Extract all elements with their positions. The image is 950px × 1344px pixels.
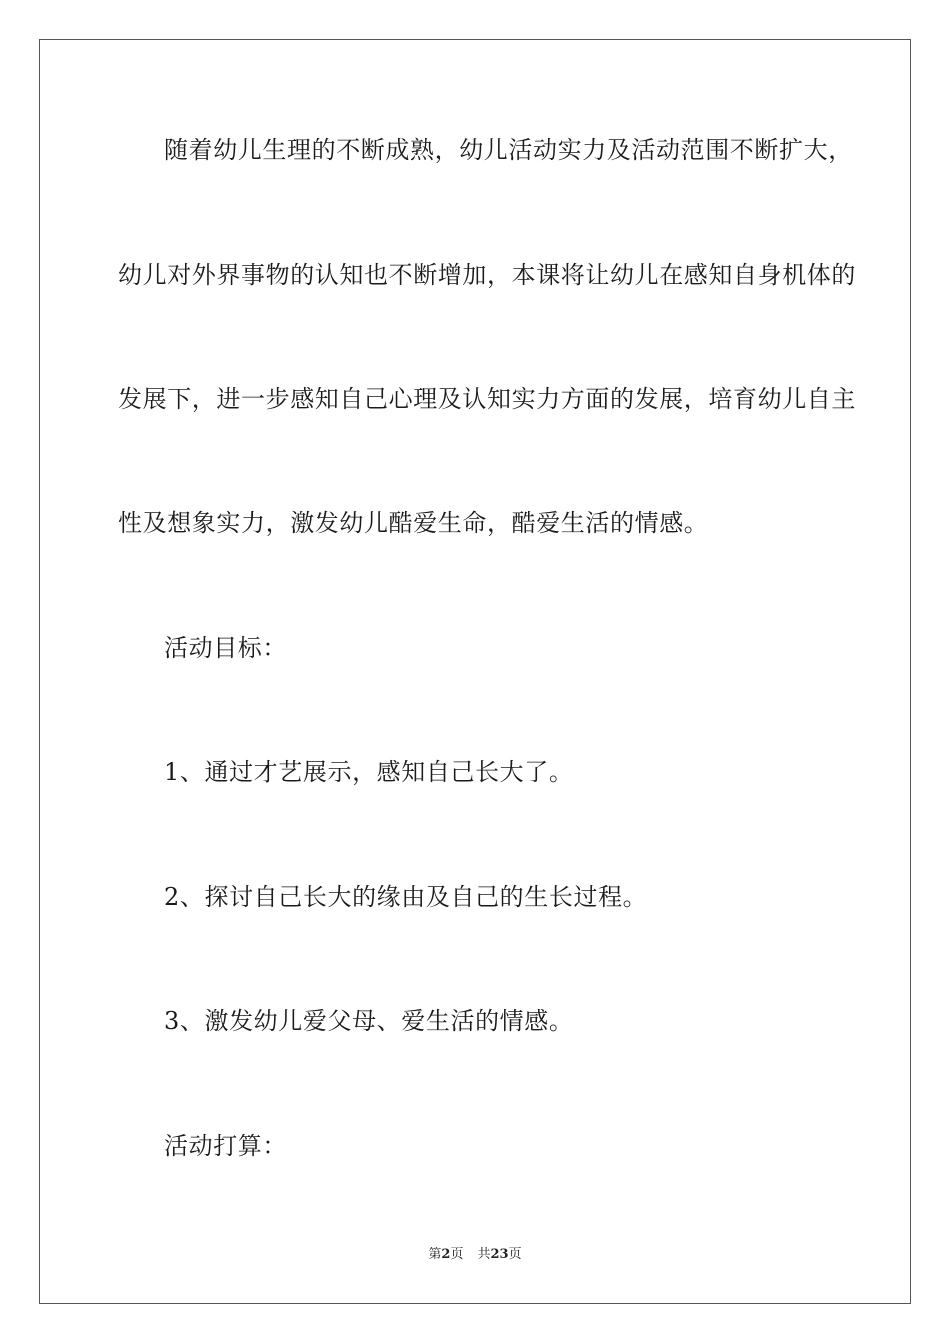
- footer-page-suffix: 页: [450, 1247, 464, 1262]
- goal-item-1: 1、通过才艺展示，感知自己长大了。: [164, 758, 574, 786]
- goal-item-3: 3、激发幼儿爱父母、爱生活的情感。: [164, 1007, 574, 1035]
- footer-page-number: 2: [441, 1247, 451, 1262]
- page-border: [39, 39, 911, 1304]
- section-heading-goals: 活动目标：: [164, 634, 287, 662]
- paragraph-line-2: 幼儿对外界事物的认知也不断增加，本课将让幼儿在感知自身机体的: [118, 261, 856, 289]
- footer-total-pages: 23: [490, 1247, 509, 1262]
- footer-total-suffix: 页: [508, 1247, 522, 1262]
- paragraph-line-1: 随着幼儿生理的不断成熟，幼儿活动实力及活动范围不断扩大，: [164, 136, 853, 164]
- footer-total-prefix: 共: [477, 1247, 491, 1262]
- section-heading-preparation: 活动打算：: [164, 1132, 287, 1160]
- paragraph-line-3: 发展下，进一步感知自己心理及认知实力方面的发展，培育幼儿自主: [118, 385, 856, 413]
- goal-item-2: 2、探讨自己长大的缘由及自己的生长过程。: [164, 883, 648, 911]
- paragraph-line-4: 性及想象实力，激发幼儿酷爱生命，酷爱生活的情感。: [118, 509, 709, 537]
- footer-page-prefix: 第: [428, 1247, 442, 1262]
- page-footer: [0, 1247, 950, 1263]
